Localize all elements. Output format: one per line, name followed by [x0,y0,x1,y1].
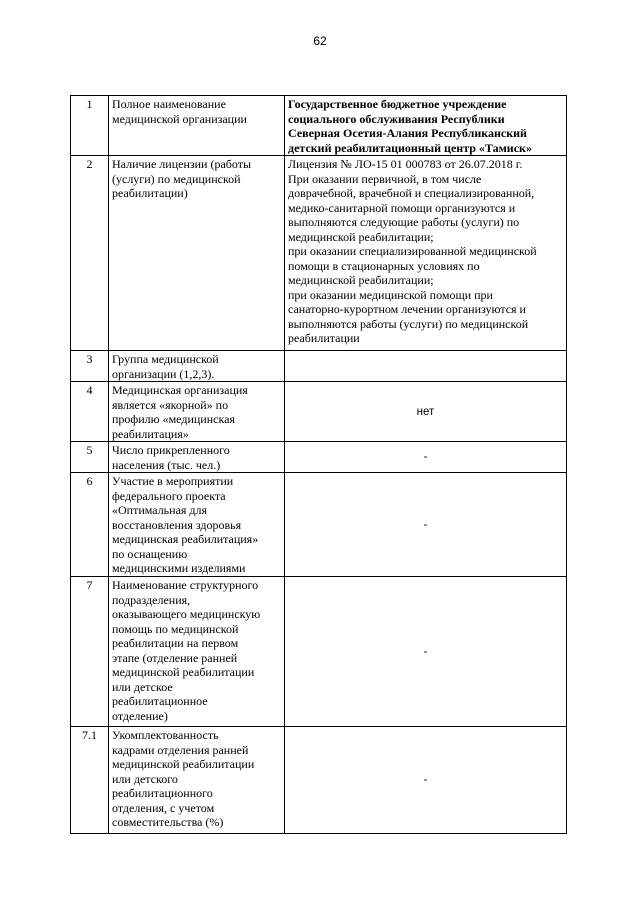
row-value [285,351,567,382]
table-row [71,473,567,577]
page-number: 62 [313,34,327,48]
row-value: Государственное бюджетное учреждение социального обслуживания Республики Северная Осетия-Алания Республиканский детский реабилитационный центр «Тамиск» [285,96,567,156]
row-name: Полное наименование медицинской организации [109,96,285,156]
row-number: 3 [71,351,109,382]
row-value: - [285,727,567,834]
row-number: 1 [71,96,109,156]
row-number: 6 [71,473,109,577]
table-row [71,577,567,727]
row-value: - [285,577,567,727]
row-number: 4 [71,382,109,442]
row-value: - [285,442,567,473]
row-name: Число прикрепленного населения (тыс. чел.) [109,442,285,473]
row-value: нет [285,382,567,442]
row-number: 5 [71,442,109,473]
row-name: Медицинская организация является «якорной» по профилю «медицинская реабилитация» [109,382,285,442]
table-row [71,382,567,442]
table-row [71,727,567,834]
table-row [71,156,567,351]
row-name: Наименование структурного подразделения, оказывающего медицинскую помощь по медицинской реабилитации на первом этапе (отделение ранней медицинской реабилитации или детское реабилитационное отделение) [109,577,285,727]
row-value: Лицензия № ЛО-15 01 000783 от 26.07.2018 г. При оказании первичной, в том числе доврачебной, врачебной и специализированной, медико-санитарной помощи организуются и выполняются следующие работы (услуги) по медицинской реабилитации; при оказании специализированной медицинской помощи в стационарных условиях по медицинской реабилитации; при оказании медицинской помощи при санаторно-курортном лечении организуются и выполняются работы (услуги) по медицинской реабилитации [285,156,567,351]
row-number: 7 [71,577,109,727]
row-name: Наличие лицензии (работы (услуги) по медицинской реабилитации) [109,156,285,351]
row-number: 7.1 [71,727,109,834]
table-row [71,442,567,473]
row-name: Укомплектованность кадрами отделения ранней медицинской реабилитации или детского реабилитационного отделения, с учетом совместительства (%) [109,727,285,834]
table-row [71,96,567,156]
row-name: Участие в мероприятии федерального проекта «Оптимальная для восстановления здоровья медицинская реабилитация» по оснащению медицинскими изделиями [109,473,285,577]
row-number: 2 [71,156,109,351]
row-value: - [285,473,567,577]
registry-table [70,95,567,834]
row-name: Группа медицинской организации (1,2,3). [109,351,285,382]
table-row [71,351,567,382]
